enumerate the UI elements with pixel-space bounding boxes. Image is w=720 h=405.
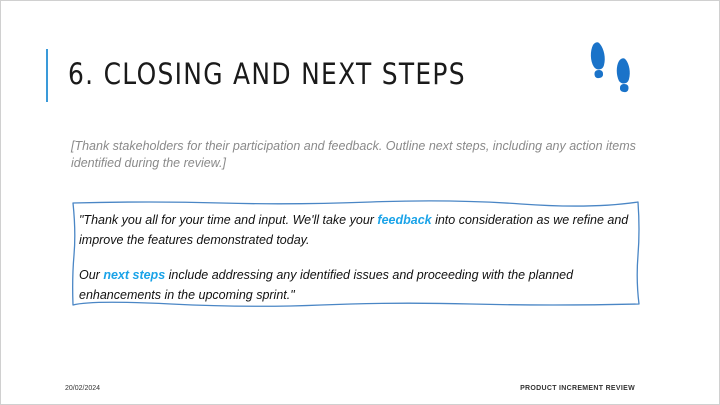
title-accent-bar	[46, 49, 48, 102]
quote-paragraph-1: "Thank you all for your time and input. We'll take your feedback into consideration as we refine and improve the features demonstrated today.	[79, 213, 629, 247]
slide-title: 6. CLOSING AND NEXT STEPS	[68, 57, 466, 91]
highlight-feedback: feedback	[377, 213, 432, 227]
footer-title: PRODUCT INCREMENT REVIEW	[520, 385, 635, 392]
footprints-icon	[589, 41, 635, 97]
quote-box	[71, 200, 641, 307]
quote-paragraph-2: Our next steps include addressing any identified issues and proceeding with the planned enhancements in the upcoming sprint."	[79, 268, 574, 302]
footer-date: 20/02/2024	[65, 385, 101, 392]
highlight-next-steps: next steps	[103, 268, 166, 282]
quote-text	[79, 210, 639, 305]
instruction-text: [Thank stakeholders for their participation and feedback. Outline next steps, including any action items identified during the review.]	[71, 139, 636, 170]
